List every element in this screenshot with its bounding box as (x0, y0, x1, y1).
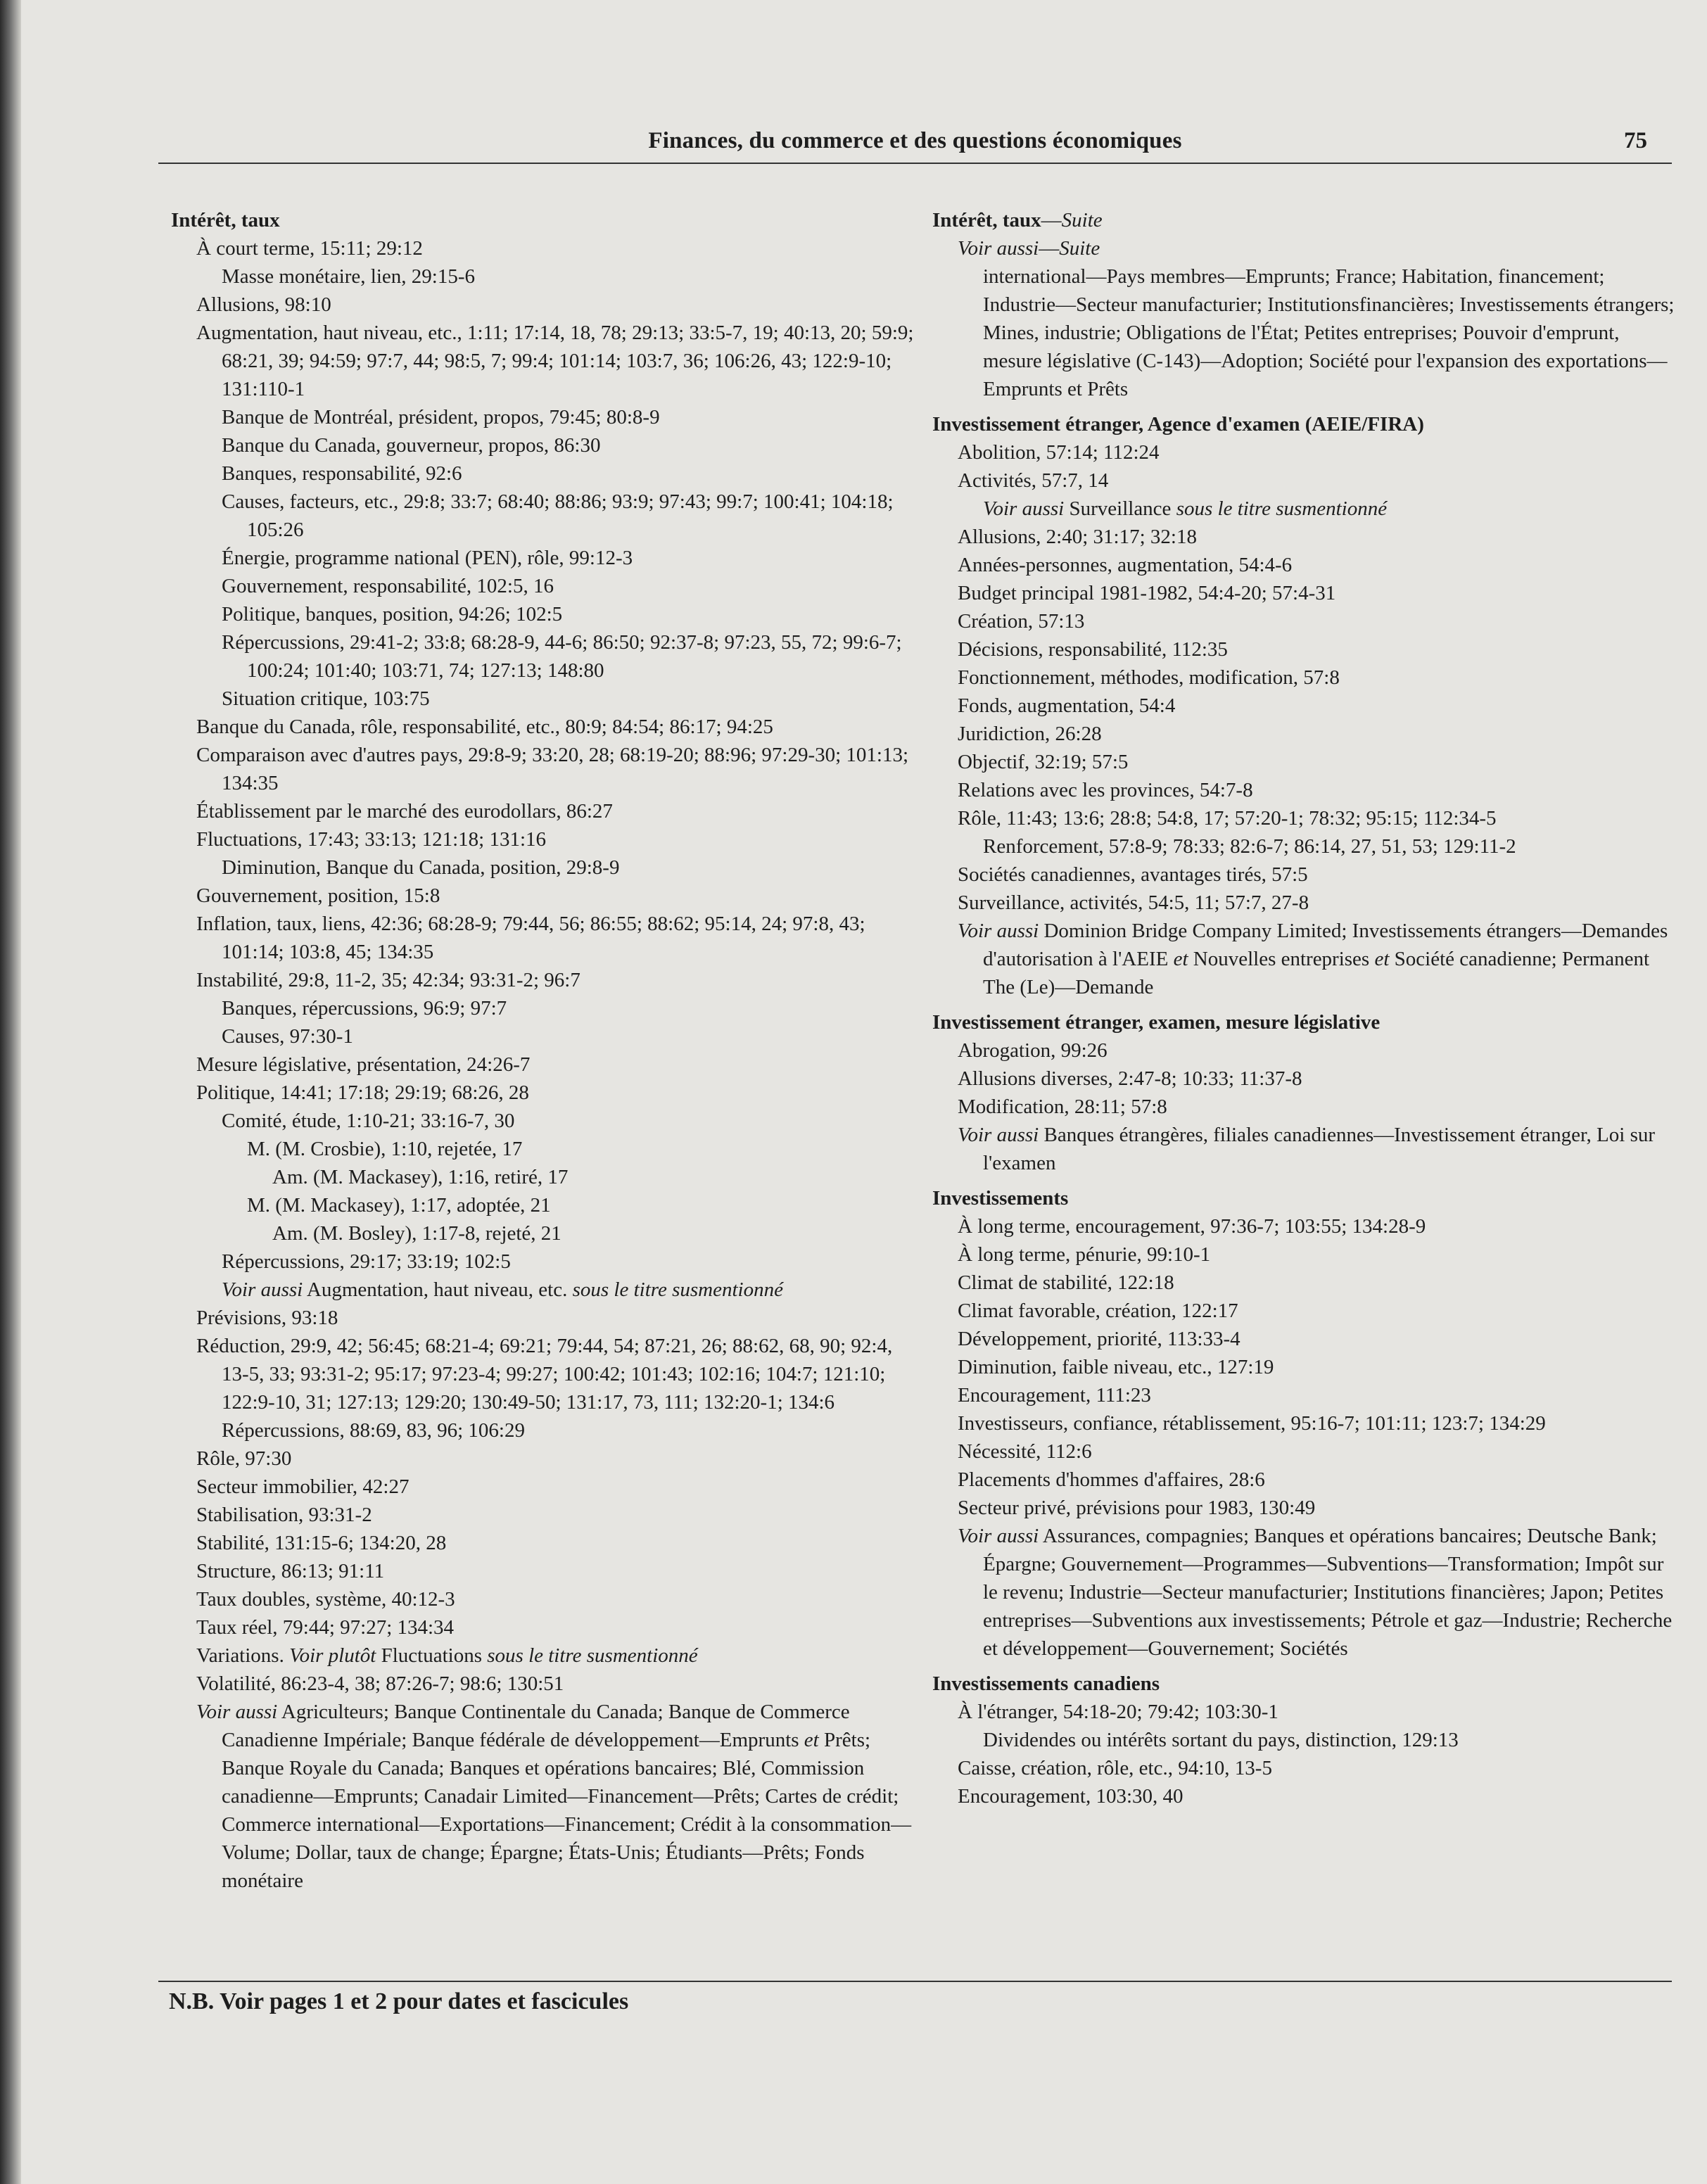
index-entry: Causes, 97:30-1 (222, 1025, 353, 1048)
index-entry (932, 917, 1682, 1001)
index-entry-text: Surveillance (1064, 497, 1176, 520)
index-entry: Création, 57:13 (958, 610, 1085, 633)
index-entry-text: — (1041, 209, 1062, 231)
index-entry: Instabilité, 29:8, 11-2, 35; 42:34; 93:31-2; 96:7 (196, 969, 580, 991)
index-entry-italic: et (1374, 948, 1390, 970)
index-entry: Augmentation, haut niveau, etc., 1:11; 17:14, 18, 78; 29:13; 33:5-7, 19; 40:13, 20; 59:9; 68:21, 39; 94:59; 97:7, 44; 98:5, 7; 99:4; 101:14; 103:7, 36; 106:26, 43; 122:9-10; 131:110-1 (196, 322, 914, 400)
index-entry-text: — (1039, 237, 1060, 260)
footer-note: N.B. Voir pages 1 et 2 pour dates et fascicules (169, 1988, 629, 2014)
index-entry-text: Fluctuations (376, 1644, 488, 1667)
index-entry-italic: Voir plutôt (289, 1644, 376, 1667)
index-entry: Répercussions, 88:69, 83, 96; 106:29 (222, 1419, 525, 1442)
index-entry: Volatilité, 86:23-4, 38; 87:26-7; 98:6; 130:51 (196, 1672, 564, 1695)
index-entry: Comparaison avec d'autres pays, 29:8-9; 33:20, 28; 68:19-20; 88:96; 97:29-30; 101:13; 134:35 (196, 744, 909, 794)
index-entry: Caisse, création, rôle, etc., 94:10, 13-5 (958, 1757, 1272, 1779)
index-heading: Investissement étranger, Agence d'examen (AEIE/FIRA) (932, 413, 1424, 436)
index-entry: Allusions, 2:40; 31:17; 32:18 (958, 526, 1197, 548)
index-entry: Encouragement, 111:23 (958, 1384, 1151, 1407)
index-entry (932, 495, 1682, 523)
index-entry: Politique, 14:41; 17:18; 29:19; 68:26, 28 (196, 1081, 529, 1104)
index-entry (932, 1121, 1682, 1177)
index-entry: Masse monétaire, lien, 29:15-6 (222, 265, 475, 288)
index-entry: Taux réel, 79:44; 97:27; 134:34 (196, 1616, 455, 1639)
index-column-right (932, 206, 1682, 1810)
index-entry: À court terme, 15:11; 29:12 (196, 237, 423, 260)
page-number: 75 (1624, 128, 1647, 153)
index-entry (171, 1276, 918, 1304)
index-entry: Énergie, programme national (PEN), rôle, 99:12-3 (222, 547, 633, 569)
index-entry-text: Assurances, compagnies; Banques et opérations bancaires; Deutsche Bank; Épargne; Gouvernement—Programmes—Subventions—Transformation; Impôt sur le revenu; Industrie—Secteur manufacturier; Institutions financières; Japon; Petites entreprises—Subventions aux investissements; Pétrole et gaz—Industrie; Recherche et développement—Gouvernement; Sociétés (983, 1525, 1673, 1660)
index-entry: M. (M. Crosbie), 1:10, rejetée, 17 (247, 1138, 523, 1160)
index-entry: Banque du Canada, rôle, responsabilité, etc., 80:9; 84:54; 86:17; 94:25 (196, 716, 773, 738)
index-entry: Répercussions, 29:41-2; 33:8; 68:28-9, 44-6; 86:50; 92:37-8; 97:23, 55, 72; 99:6-7; 100:24; 101:40; 103:71, 74; 127:13; 148:80 (222, 631, 902, 682)
index-entry-italic: Voir aussi (958, 1525, 1039, 1547)
index-column-left (171, 206, 918, 1895)
index-entry: M. (M. Mackasey), 1:17, adoptée, 21 (247, 1194, 551, 1217)
index-entry-italic: Voir aussi (983, 497, 1065, 520)
index-entry-italic: Voir aussi (958, 1124, 1039, 1146)
index-entry-italic: sous le titre susmentionné (572, 1278, 783, 1301)
index-heading: Investissement étranger, examen, mesure législative (932, 1011, 1381, 1034)
index-entry: Allusions diverses, 2:47-8; 10:33; 11:37-8 (958, 1067, 1302, 1090)
index-entry: Années-personnes, augmentation, 54:4-6 (958, 554, 1293, 576)
index-entry: Fonctionnement, méthodes, modification, 57:8 (958, 666, 1340, 689)
index-entry: Banques, répercussions, 96:9; 97:7 (222, 997, 507, 1020)
index-entry-italic: Voir aussi (196, 1701, 278, 1723)
index-entry-text: Augmentation, haut niveau, etc. (303, 1278, 573, 1301)
index-entry: Allusions, 98:10 (196, 293, 331, 316)
index-entry: Relations avec les provinces, 54:7-8 (958, 779, 1253, 801)
index-entry-italic: sous le titre susmentionné (1176, 497, 1388, 520)
index-entry: international—Pays membres—Emprunts; France; Habitation, financement; Industrie—Secteur manufacturier; Institutionsfinancières; Investissements étrangers; Mines, industrie; Obligations de l'État; Petites entreprises; Pouvoir d'emprunt, mesure législative (C-143)—Adoption; Société pour l'expansion des exportations—Emprunts et Prêts (983, 265, 1675, 400)
index-entry: Causes, facteurs, etc., 29:8; 33:7; 68:40; 88:86; 93:9; 97:43; 99:7; 100:41; 104:18; 105:26 (222, 490, 894, 541)
index-entry-italic: Voir aussi (958, 237, 1039, 260)
index-entry: Am. (M. Bosley), 1:17-8, rejeté, 21 (272, 1222, 561, 1245)
index-entry: Secteur immobilier, 42:27 (196, 1475, 410, 1498)
index-entry: Prévisions, 93:18 (196, 1307, 338, 1329)
index-entry: Réduction, 29:9, 42; 56:45; 68:21-4; 69:21; 79:44, 54; 87:21, 26; 88:62, 68, 90; 92:4, 13-5, 33; 93:31-2; 95:17; 97:23-4; 99:27; 100:42; 101:43; 102:16; 104:7; 121:10; 122:9-10, 31; 127:13; 129:20; 130:49-50; 131:17, 73, 111; 132:20-1; 134:6 (196, 1335, 893, 1414)
index-entry: Banque du Canada, gouverneur, propos, 86:30 (222, 434, 601, 457)
index-entry: Sociétés canadiennes, avantages tirés, 57:5 (958, 863, 1308, 886)
index-entry: Diminution, faible niveau, etc., 127:19 (958, 1356, 1274, 1378)
index-entry: Climat favorable, création, 122:17 (958, 1300, 1238, 1322)
running-header (158, 128, 1672, 165)
index-entry-italic: Suite (1061, 209, 1103, 231)
index-entry: Comité, étude, 1:10-21; 33:16-7, 30 (222, 1110, 515, 1132)
index-entry (171, 1698, 918, 1895)
index-entry-italic: Voir aussi (958, 920, 1039, 942)
index-entry-italic: sous le titre susmentionné (487, 1644, 698, 1667)
index-entry: Modification, 28:11; 57:8 (958, 1096, 1167, 1118)
index-entry: Structure, 86:13; 91:11 (196, 1560, 385, 1582)
index-entry-italic: Voir aussi (222, 1278, 303, 1301)
index-entry-italic: Suite (1059, 237, 1100, 260)
index-entry: Gouvernement, position, 15:8 (196, 884, 440, 907)
index-entry: Investisseurs, confiance, rétablissement, 95:16-7; 101:11; 123:7; 134:29 (958, 1412, 1546, 1435)
header-rule (158, 163, 1672, 164)
index-entry (932, 206, 1682, 234)
index-heading: Investissements canadiens (932, 1672, 1160, 1695)
index-entry-text: Prêts; Banque Royale du Canada; Banques et opérations bancaires; Blé, Commission canadienne—Emprunts; Canadair Limited—Financement—Prêts; Cartes de crédit; Commerce international—Exportations—Financement; Crédit à la consommation—Volume; Dollar, taux de change; Épargne; États-Unis; Étudiants—Prêts; Fonds monétaire (222, 1729, 912, 1892)
index-entry: Mesure législative, présentation, 24:26-7 (196, 1053, 531, 1076)
index-entry-text: Société canadienne; Permanent The (Le)—Demande (983, 948, 1650, 998)
index-entry-text: Variations. (196, 1644, 290, 1667)
index-entry (171, 1642, 918, 1670)
index-entry: Gouvernement, responsabilité, 102:5, 16 (222, 575, 554, 597)
index-entry: Établissement par le marché des eurodollars, 86:27 (196, 800, 613, 823)
index-entry: Rôle, 11:43; 13:6; 28:8; 54:8, 17; 57:20-1; 78:32; 95:15; 112:34-5 (958, 807, 1497, 830)
index-entry-text: Agriculteurs; Banque Continentale du Canada; Banque de Commerce Canadienne Impériale; Banque fédérale de développement—Emprunts (222, 1701, 850, 1751)
index-entry: Renforcement, 57:8-9; 78:33; 82:6-7; 86:14, 27, 51, 53; 129:11-2 (983, 835, 1516, 858)
index-entry: Nécessité, 112:6 (958, 1440, 1092, 1463)
index-entry: Fluctuations, 17:43; 33:13; 121:18; 131:16 (196, 828, 547, 851)
index-entry: Activités, 57:7, 14 (958, 469, 1109, 492)
index-entry: À long terme, encouragement, 97:36-7; 103:55; 134:28-9 (958, 1215, 1426, 1238)
index-entry: Répercussions, 29:17; 33:19; 102:5 (222, 1250, 511, 1273)
index-entry: Juridiction, 26:28 (958, 723, 1102, 745)
header-title: Finances, du commerce et des questions économiques (648, 128, 1182, 153)
index-entry: Surveillance, activités, 54:5, 11; 57:7, 27-8 (958, 891, 1309, 914)
index-entry: Placements d'hommes d'affaires, 28:6 (958, 1468, 1265, 1491)
index-entry: Banque de Montréal, président, propos, 79:45; 80:8-9 (222, 406, 660, 428)
index-entry: Taux doubles, système, 40:12-3 (196, 1588, 455, 1611)
index-entry: Abrogation, 99:26 (958, 1039, 1108, 1062)
index-entry: Stabilité, 131:15-6; 134:20, 28 (196, 1532, 447, 1554)
index-entry: Abolition, 57:14; 112:24 (958, 441, 1160, 464)
index-entry (932, 1522, 1682, 1663)
index-entry: Climat de stabilité, 122:18 (958, 1271, 1174, 1294)
index-entry-text: Nouvelles entreprises (1188, 948, 1375, 970)
index-entry: Am. (M. Mackasey), 1:16, retiré, 17 (272, 1166, 569, 1188)
footer-rule (158, 1981, 1672, 1982)
index-entry: Inflation, taux, liens, 42:36; 68:28-9; 79:44, 56; 86:55; 88:62; 95:14, 24; 97:8, 43; 101:14; 103:8, 45; 134:35 (196, 913, 865, 963)
index-entry: Stabilisation, 93:31-2 (196, 1504, 372, 1526)
index-entry: Rôle, 97:30 (196, 1447, 292, 1470)
index-entry-text: Banques étrangères, filiales canadiennes—Investissement étranger, Loi sur l'examen (983, 1124, 1656, 1174)
index-entry: Objectif, 32:19; 57:5 (958, 751, 1129, 773)
index-entry: Dividendes ou intérêts sortant du pays, distinction, 129:13 (983, 1729, 1459, 1751)
index-heading: Intérêt, taux (171, 209, 280, 231)
index-entry-text: Intérêt, taux (932, 209, 1041, 231)
index-entry: Banques, responsabilité, 92:6 (222, 462, 462, 485)
index-heading: Investissements (932, 1187, 1069, 1210)
index-entry: Développement, priorité, 113:33-4 (958, 1328, 1240, 1350)
index-entry: Fonds, augmentation, 54:4 (958, 694, 1176, 717)
index-entry: Budget principal 1981-1982, 54:4-20; 57:4-31 (958, 582, 1336, 604)
index-entry (932, 234, 1682, 262)
index-entry-italic: et (804, 1729, 819, 1751)
index-entry-text: Dominion Bridge Company Limited; Investissements étrangers—Demandes d'autorisation à l'AEIE (983, 920, 1668, 970)
index-entry: Encouragement, 103:30, 40 (958, 1785, 1184, 1808)
index-entry: Décisions, responsabilité, 112:35 (958, 638, 1228, 661)
index-entry: Secteur privé, prévisions pour 1983, 130:49 (958, 1497, 1316, 1519)
index-entry-italic: et (1173, 948, 1188, 970)
binding-gutter (0, 0, 21, 2184)
index-entry: Situation critique, 103:75 (222, 687, 430, 710)
index-entry: Politique, banques, position, 94:26; 102:5 (222, 603, 563, 626)
index-entry: À long terme, pénurie, 99:10-1 (958, 1243, 1211, 1266)
index-entry: Diminution, Banque du Canada, position, 29:8-9 (222, 856, 620, 879)
index-entry: À l'étranger, 54:18-20; 79:42; 103:30-1 (958, 1701, 1278, 1723)
